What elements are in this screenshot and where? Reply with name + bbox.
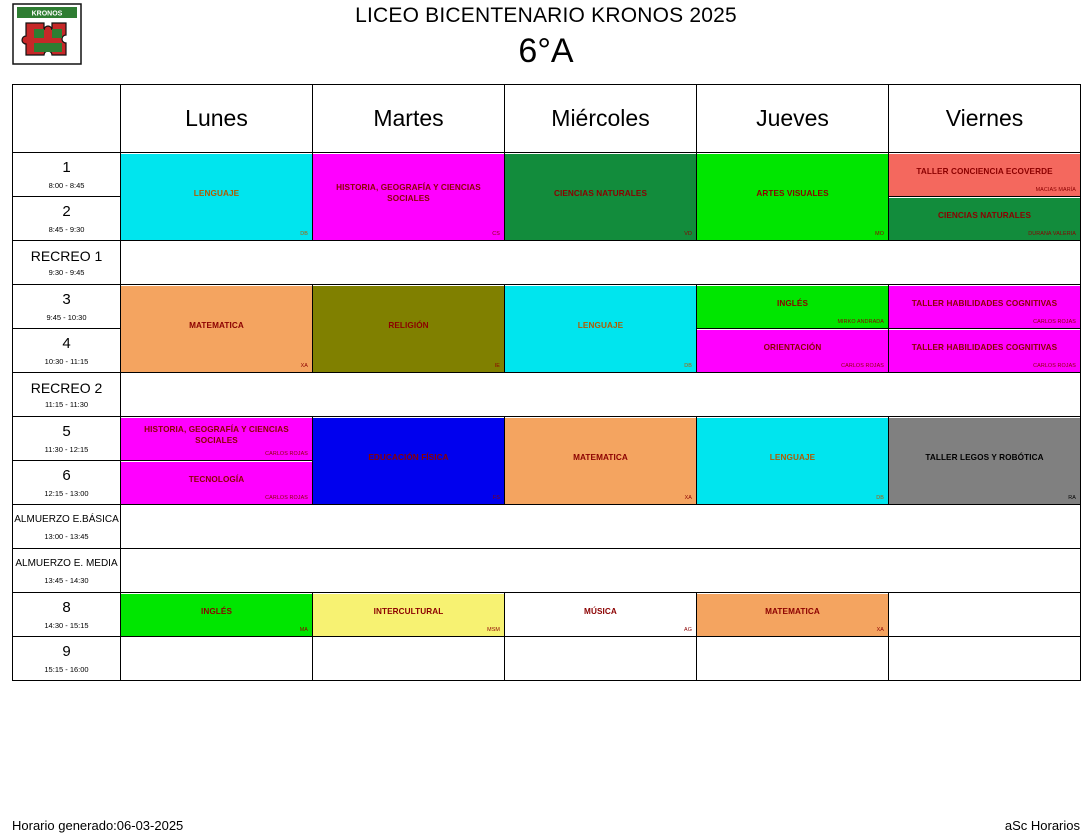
- table-corner: [13, 85, 121, 153]
- lesson-teacher: DURANA VALERIA: [1028, 230, 1076, 237]
- lesson-subject: RELIGIÓN: [388, 320, 429, 330]
- lesson-cell[interactable]: [313, 593, 505, 637]
- break-span-cell: [121, 373, 1081, 417]
- lesson-subject: MATEMATICA: [765, 606, 820, 616]
- lesson-teacher: MSM: [487, 626, 500, 633]
- lesson-subject: LENGUAJE: [577, 320, 624, 330]
- day-header: Lunes: [121, 85, 313, 153]
- day-header: Viernes: [889, 85, 1081, 153]
- lesson-subject: INTERCULTURAL: [373, 606, 444, 616]
- period-time: 9:45 - 10:30: [46, 313, 87, 322]
- period-number: 2: [62, 203, 71, 220]
- lesson-block[interactable]: [121, 594, 312, 636]
- period-number: 4: [62, 335, 71, 352]
- break-span-cell: [121, 241, 1081, 285]
- lesson-subject: TALLER HABILIDADES COGNITIVAS: [911, 342, 1058, 352]
- lesson-cell[interactable]: [889, 153, 1081, 197]
- break-label-cell: [13, 505, 121, 549]
- empty-slot: [697, 637, 889, 681]
- day-header: Jueves: [697, 85, 889, 153]
- lesson-subject: MATEMATICA: [573, 452, 628, 462]
- period-number: 3: [62, 291, 71, 308]
- period-label-cell: [13, 285, 121, 329]
- lesson-subject: ORIENTACIÓN: [763, 342, 822, 352]
- lesson-cell[interactable]: [121, 461, 313, 505]
- lesson-subject: LENGUAJE: [769, 452, 816, 462]
- break-name: ALMUERZO E. MEDIA: [15, 558, 118, 569]
- lesson-block[interactable]: [889, 198, 1080, 240]
- period-label-cell: [13, 593, 121, 637]
- lesson-subject: CIENCIAS NATURALES: [937, 210, 1032, 220]
- lesson-block[interactable]: [697, 154, 888, 240]
- period-time: 11:30 - 12:15: [44, 445, 89, 454]
- lesson-block[interactable]: [889, 418, 1080, 504]
- table-row: [13, 593, 1081, 637]
- page-title: LICEO BICENTENARIO KRONOS 2025: [355, 4, 737, 27]
- lesson-subject: EDUCACIÓN FÍSICA: [368, 452, 449, 462]
- lesson-teacher: IE: [494, 362, 500, 369]
- lesson-cell[interactable]: [121, 153, 313, 241]
- empty-slot: [313, 637, 505, 681]
- lesson-teacher: DB: [684, 362, 692, 369]
- period-time: 12:15 - 13:00: [44, 489, 89, 498]
- lesson-teacher: MA: [299, 626, 308, 633]
- table-row: [13, 153, 1081, 197]
- empty-slot: [889, 637, 1081, 681]
- break-name: ALMUERZO E.BÁSICA: [14, 514, 119, 525]
- lesson-block[interactable]: [889, 154, 1080, 196]
- period-time: 8:45 - 9:30: [48, 225, 85, 234]
- timetable: [12, 84, 1081, 681]
- lesson-teacher: AG: [684, 626, 692, 633]
- period-number: 6: [62, 467, 71, 484]
- period-number: 9: [62, 643, 71, 660]
- day-header: Miércoles: [505, 85, 697, 153]
- lesson-block[interactable]: [697, 330, 888, 372]
- lesson-subject: LENGUAJE: [193, 188, 240, 198]
- page-header: [0, 0, 1092, 80]
- period-label-cell: [13, 329, 121, 373]
- lesson-subject: INGLÉS: [200, 606, 233, 616]
- lesson-block[interactable]: [505, 154, 696, 240]
- lesson-teacher: MACIAS MARÍA: [1035, 186, 1076, 193]
- break-span-cell: [121, 505, 1081, 549]
- lesson-block[interactable]: [121, 286, 312, 372]
- page-footer: [12, 818, 1080, 833]
- break-span-cell: [121, 549, 1081, 593]
- table-row: [13, 285, 1081, 329]
- lesson-cell[interactable]: [505, 593, 697, 637]
- table-row: [13, 637, 1081, 681]
- lesson-block[interactable]: [697, 418, 888, 504]
- lesson-cell[interactable]: [313, 417, 505, 505]
- lesson-cell[interactable]: [313, 153, 505, 241]
- lesson-block[interactable]: [313, 418, 504, 504]
- lesson-cell[interactable]: [505, 285, 697, 373]
- break-label-cell: [13, 549, 121, 593]
- lesson-cell[interactable]: [505, 153, 697, 241]
- lesson-cell[interactable]: [697, 329, 889, 373]
- lesson-cell[interactable]: [889, 197, 1081, 241]
- break-label-cell: [13, 241, 121, 285]
- lesson-teacher: CARLOS ROJAS: [265, 494, 308, 501]
- table-row: [13, 505, 1081, 549]
- period-time: 10:30 - 11:15: [44, 357, 89, 366]
- lesson-subject: HISTORIA, GEOGRAFÍA Y CIENCIAS SOCIALES: [336, 183, 481, 203]
- lesson-cell[interactable]: [889, 285, 1081, 329]
- period-number: 1: [62, 159, 71, 176]
- lesson-teacher: CARLOS ROJAS: [841, 362, 884, 369]
- lesson-subject: CIENCIAS NATURALES: [553, 188, 648, 198]
- break-time: 9:30 - 9:45: [48, 268, 85, 277]
- lesson-block[interactable]: [121, 154, 312, 240]
- lesson-teacher: MO: [875, 230, 884, 237]
- break-name: RECREO 2: [30, 380, 103, 396]
- lesson-cell[interactable]: [697, 153, 889, 241]
- lesson-subject: HISTORIA, GEOGRAFÍA Y CIENCIAS SOCIALES: [144, 425, 289, 445]
- lesson-block[interactable]: [313, 594, 504, 636]
- lesson-cell[interactable]: [697, 285, 889, 329]
- lesson-subject: TECNOLOGÍA: [188, 474, 245, 484]
- lesson-block[interactable]: [505, 594, 696, 636]
- lesson-subject: TALLER LEGOS Y ROBÓTICA: [925, 452, 1044, 462]
- lesson-subject: TALLER HABILIDADES COGNITIVAS: [911, 298, 1058, 308]
- period-number: 8: [62, 599, 71, 616]
- lesson-cell[interactable]: [121, 593, 313, 637]
- period-time: 8:00 - 8:45: [48, 181, 85, 190]
- lesson-teacher: MIRKO ANDRADA: [837, 318, 884, 325]
- empty-slot: [505, 637, 697, 681]
- empty-slot: [889, 593, 1081, 637]
- table-row: [13, 417, 1081, 461]
- lesson-teacher: CARLOS ROJAS: [265, 450, 308, 457]
- footer-generated: Horario generado:06-03-2025: [12, 818, 184, 833]
- lesson-cell[interactable]: [121, 285, 313, 373]
- lesson-teacher: RA: [1068, 494, 1076, 501]
- period-time: 14:30 - 15:15: [44, 621, 89, 630]
- lesson-block[interactable]: [889, 330, 1080, 372]
- lesson-cell[interactable]: [889, 417, 1081, 505]
- lesson-subject: INGLÉS: [776, 298, 809, 308]
- day-header: Martes: [313, 85, 505, 153]
- lesson-teacher: CARLOS ROJAS: [1033, 318, 1076, 325]
- lesson-cell[interactable]: [121, 417, 313, 461]
- lesson-block[interactable]: [121, 418, 312, 460]
- school-logo: [12, 3, 82, 65]
- lesson-block[interactable]: [505, 418, 696, 504]
- lesson-block[interactable]: [121, 462, 312, 504]
- lesson-cell[interactable]: [313, 285, 505, 373]
- lesson-teacher: XA: [876, 626, 884, 633]
- lesson-cell[interactable]: [889, 329, 1081, 373]
- lesson-block[interactable]: [697, 286, 888, 328]
- table-row: [13, 373, 1081, 417]
- footer-brand: aSc Horarios: [1004, 818, 1080, 833]
- lesson-subject: ARTES VISUALES: [756, 188, 829, 198]
- lesson-teacher: FS: [492, 494, 500, 501]
- period-time: 15:15 - 16:00: [44, 665, 89, 674]
- lesson-teacher: CS: [492, 230, 500, 237]
- break-time: 13:00 - 13:45: [44, 532, 89, 541]
- lesson-block[interactable]: [697, 594, 888, 636]
- lesson-subject: MÚSICA: [584, 606, 617, 616]
- break-time: 11:15 - 11:30: [44, 400, 89, 409]
- lesson-teacher: DB: [300, 230, 308, 237]
- lesson-subject: MATEMATICA: [189, 320, 244, 330]
- period-label-cell: [13, 461, 121, 505]
- lesson-block[interactable]: [889, 286, 1080, 328]
- break-label-cell: [13, 373, 121, 417]
- period-label-cell: [13, 417, 121, 461]
- period-label-cell: [13, 637, 121, 681]
- svg-text:KRONOS: KRONOS: [31, 10, 63, 18]
- course-title: 6°A: [518, 32, 574, 70]
- lesson-teacher: XA: [684, 494, 692, 501]
- lesson-teacher: DB: [876, 494, 884, 501]
- empty-slot: [121, 637, 313, 681]
- lesson-teacher: VD: [684, 230, 692, 237]
- period-number: 5: [62, 423, 71, 440]
- lesson-block[interactable]: [505, 286, 696, 372]
- lesson-block[interactable]: [313, 286, 504, 372]
- lesson-block[interactable]: [313, 154, 504, 240]
- break-time: 13:45 - 14:30: [44, 576, 89, 585]
- table-row: [13, 241, 1081, 285]
- period-label-cell: [13, 197, 121, 241]
- break-name: RECREO 1: [30, 248, 103, 264]
- lesson-teacher: CARLOS ROJAS: [1033, 362, 1076, 369]
- lesson-cell[interactable]: [697, 593, 889, 637]
- table-row: [13, 549, 1081, 593]
- lesson-cell[interactable]: [505, 417, 697, 505]
- lesson-cell[interactable]: [697, 417, 889, 505]
- lesson-teacher: XA: [300, 362, 308, 369]
- lesson-subject: TALLER CONCIENCIA ECOVERDE: [916, 166, 1053, 176]
- period-label-cell: [13, 153, 121, 197]
